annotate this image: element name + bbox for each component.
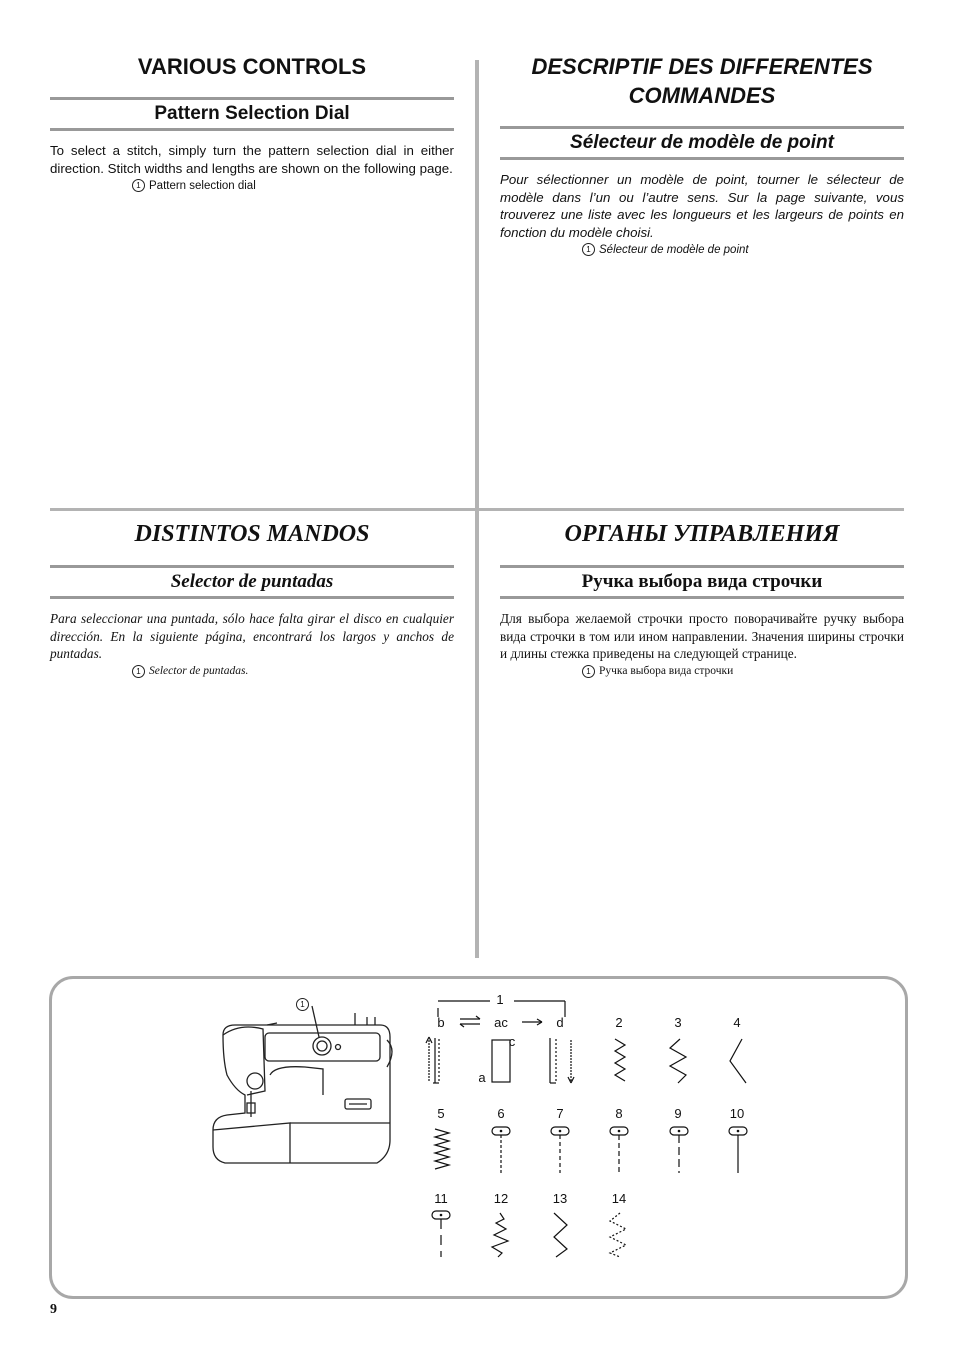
caption-text: Selector de puntadas. <box>149 665 249 678</box>
divider-bar <box>50 128 454 131</box>
english-title: VARIOUS CONTROLS <box>137 54 367 79</box>
callout-number: 1 <box>132 665 145 678</box>
section-russian <box>500 520 904 678</box>
russian-subtitle: Ручка выбора вида строчки <box>581 571 823 592</box>
stitch-number: 2 <box>615 1015 623 1030</box>
stitch-number: 6 <box>497 1106 505 1121</box>
stitch-group-label: 1 <box>496 992 504 1007</box>
callout-number: 1 <box>296 998 309 1011</box>
stitch-number: 5 <box>437 1106 445 1121</box>
french-subtitle: Sélecteur de modèle de point <box>570 132 834 153</box>
spanish-subtitle: Selector de puntadas <box>170 571 334 592</box>
french-body: Pour sélectionner un modèle de point, tourner le sélecteur de modèle dans l’un ou l’autre sens. Sur la page suivante, vous trouverez une liste avec les longueurs et les largeurs de points en fonction du modèle choisi. <box>500 172 904 240</box>
divider-bar <box>500 596 904 599</box>
divider-bar <box>500 157 904 160</box>
french-title-line1: DESCRIPTIF DES DIFFERENTES <box>531 54 873 79</box>
stitch-number: 9 <box>674 1106 682 1121</box>
stitch-number: 8 <box>615 1106 623 1121</box>
french-title <box>500 52 904 110</box>
caption-text: Ручка выбора вида строчки <box>599 665 734 678</box>
callout-number: 1 <box>132 179 145 192</box>
stitch-number: 3 <box>674 1015 682 1030</box>
stitch-number: 7 <box>556 1106 564 1121</box>
section-english <box>50 52 454 192</box>
spanish-title: DISTINTOS MANDOS <box>134 521 370 547</box>
page-number: 9 <box>50 1302 57 1317</box>
russian-body: Для выбора желаемой строчки просто поворачивайте ручку выбора вида строчки в том или ином направлении. Значения ширины строчки и длины стежка приведены на следующей странице. <box>500 611 904 662</box>
english-subtitle: Pattern Selection Dial <box>154 103 350 124</box>
french-title-line2: COMMANDES <box>628 83 776 108</box>
horizontal-divider <box>50 508 904 511</box>
section-french <box>500 52 904 256</box>
stitch-label-ac: ac <box>494 1015 508 1030</box>
stitch-patterns <box>420 995 760 1265</box>
russian-title: ОРГАНЫ УПРАВЛЕНИЯ <box>564 521 840 547</box>
callout-number: 1 <box>582 665 595 678</box>
section-spanish <box>50 520 454 678</box>
stitch-label-b: b <box>437 1015 445 1030</box>
stitch-letter-c: c <box>508 1034 516 1049</box>
english-body: To select a stitch, simply turn the pattern selection dial in either direction. Stitch widths and lengths are shown on the following page. <box>50 143 454 176</box>
stitch-number: 11 <box>434 1191 448 1206</box>
stitch-number: 12 <box>493 1191 509 1206</box>
spanish-body: Para seleccionar una puntada, sólo hace falta girar el disco en cualquier dirección. En la siguiente página, encontrará los largos y anchos de puntadas. <box>50 611 454 662</box>
stitch-letter-a: a <box>478 1070 486 1085</box>
russian-caption <box>500 665 904 678</box>
caption-text: Sélecteur de modèle de point <box>599 243 749 256</box>
stitch-number: 4 <box>733 1015 741 1030</box>
french-caption <box>500 243 904 256</box>
stitch-number: 14 <box>611 1191 627 1206</box>
callout-number: 1 <box>582 243 595 256</box>
divider-bar <box>50 596 454 599</box>
stitch-number: 10 <box>729 1106 745 1121</box>
english-caption <box>50 179 454 192</box>
caption-text: Pattern selection dial <box>149 179 256 192</box>
spanish-caption <box>50 665 454 678</box>
stitch-label-d: d <box>556 1015 564 1030</box>
stitch-number: 13 <box>552 1191 568 1206</box>
sewing-machine-illustration <box>205 995 400 1170</box>
